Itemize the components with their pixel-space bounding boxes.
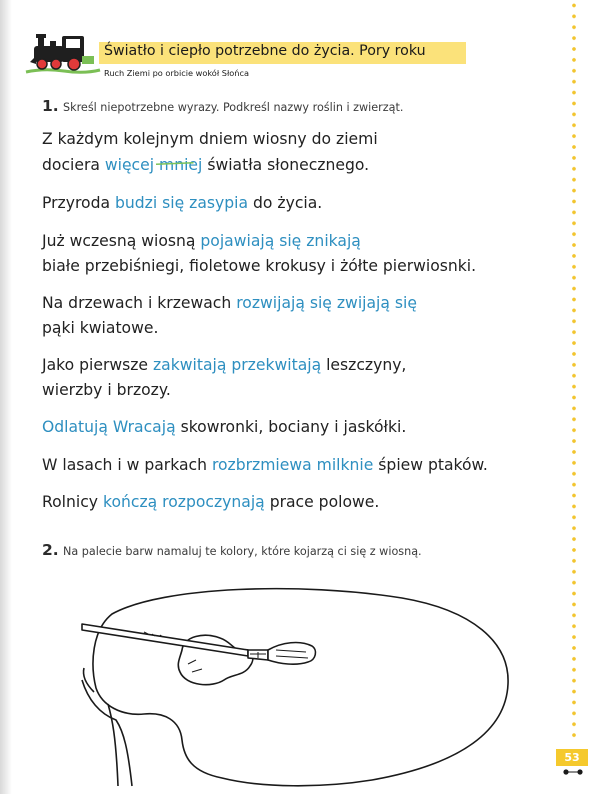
page-decoration-icon (558, 768, 588, 776)
sentence-7: W lasach i w parkach rozbrzmiewa milknie śpiew ptaków. (42, 456, 488, 474)
sentence-3-line-2: białe przebiśniegi, fioletowe krokusy i żółte pierwiosnki. (42, 257, 477, 275)
page-subtitle: Ruch Ziemi po orbicie wokół Słońca (104, 68, 249, 78)
sentence-2: Przyroda budzi się zasypia do życia. (42, 194, 323, 212)
sentence-1-line-2: dociera więcej mniej światła słonecznego. (42, 156, 370, 174)
option-zwijaja-sie[interactable]: zwijają się (336, 294, 417, 312)
sentence-6: Odlatują Wracają skowronki, bociany i jaskółki. (42, 418, 407, 436)
dotted-margin-line (571, 0, 577, 740)
sentence-4-line-1: Na drzewach i krzewach rozwijają się zwijają się (42, 294, 417, 312)
option-milknie[interactable]: milknie (316, 456, 374, 474)
task-1-number: 1. (42, 97, 59, 115)
option-pojawiaja-sie[interactable]: pojawiają się (200, 232, 302, 250)
sentence-8: Rolnicy kończą rozpoczynają prace polowe. (42, 493, 380, 511)
option-mniej-crossed[interactable]: mniej (159, 156, 202, 174)
strike-mark (156, 162, 194, 165)
page-title: Światło i ciepło potrzebne do życia. Pory roku (104, 43, 426, 59)
option-budzi-sie[interactable]: budzi się (114, 194, 185, 212)
option-koncza[interactable]: kończą (102, 493, 158, 511)
task-2-number: 2. (42, 541, 59, 559)
option-przekwitaja[interactable]: przekwitają (231, 356, 322, 374)
sentence-1-line-1: Z każdym kolejnym dniem wiosny do ziemi (42, 130, 378, 148)
option-rozwijaja-sie[interactable]: rozwijają się (236, 294, 332, 312)
sentence-5-line-1: Jako pierwsze zakwitają przekwitają leszczyny, (42, 356, 407, 374)
option-odlatuja[interactable]: Odlatują (42, 418, 108, 436)
page-number: 53 (556, 749, 588, 766)
option-rozbrzmiewa[interactable]: rozbrzmiewa (211, 456, 312, 474)
option-zasypia[interactable]: zasypia (189, 194, 249, 212)
option-zakwitaja[interactable]: zakwitają (152, 356, 227, 374)
page-edge-shadow (0, 0, 12, 794)
locomotive-icon (24, 26, 102, 76)
option-wracaja[interactable]: Wracają (112, 418, 176, 436)
task-1-instruction: Skreśl niepotrzebne wyrazy. Podkreśl nazwy roślin i zwierząt. (63, 101, 404, 114)
option-wiecej[interactable]: więcej (104, 156, 155, 174)
sentence-3-line-1: Już wczesną wiosną pojawiają się znikają (42, 232, 361, 250)
task-2-instruction: Na palecie barw namaluj te kolory, które kojarzą ci się z wiosną. (63, 545, 422, 558)
paint-palette-drawing[interactable] (72, 580, 512, 790)
sentence-4-line-2: pąki kwiatowe. (42, 319, 159, 337)
option-rozpoczynaja[interactable]: rozpoczynają (162, 493, 265, 511)
sentence-5-line-2: wierzby i brzozy. (42, 381, 171, 399)
option-znikaja[interactable]: znikają (306, 232, 361, 250)
